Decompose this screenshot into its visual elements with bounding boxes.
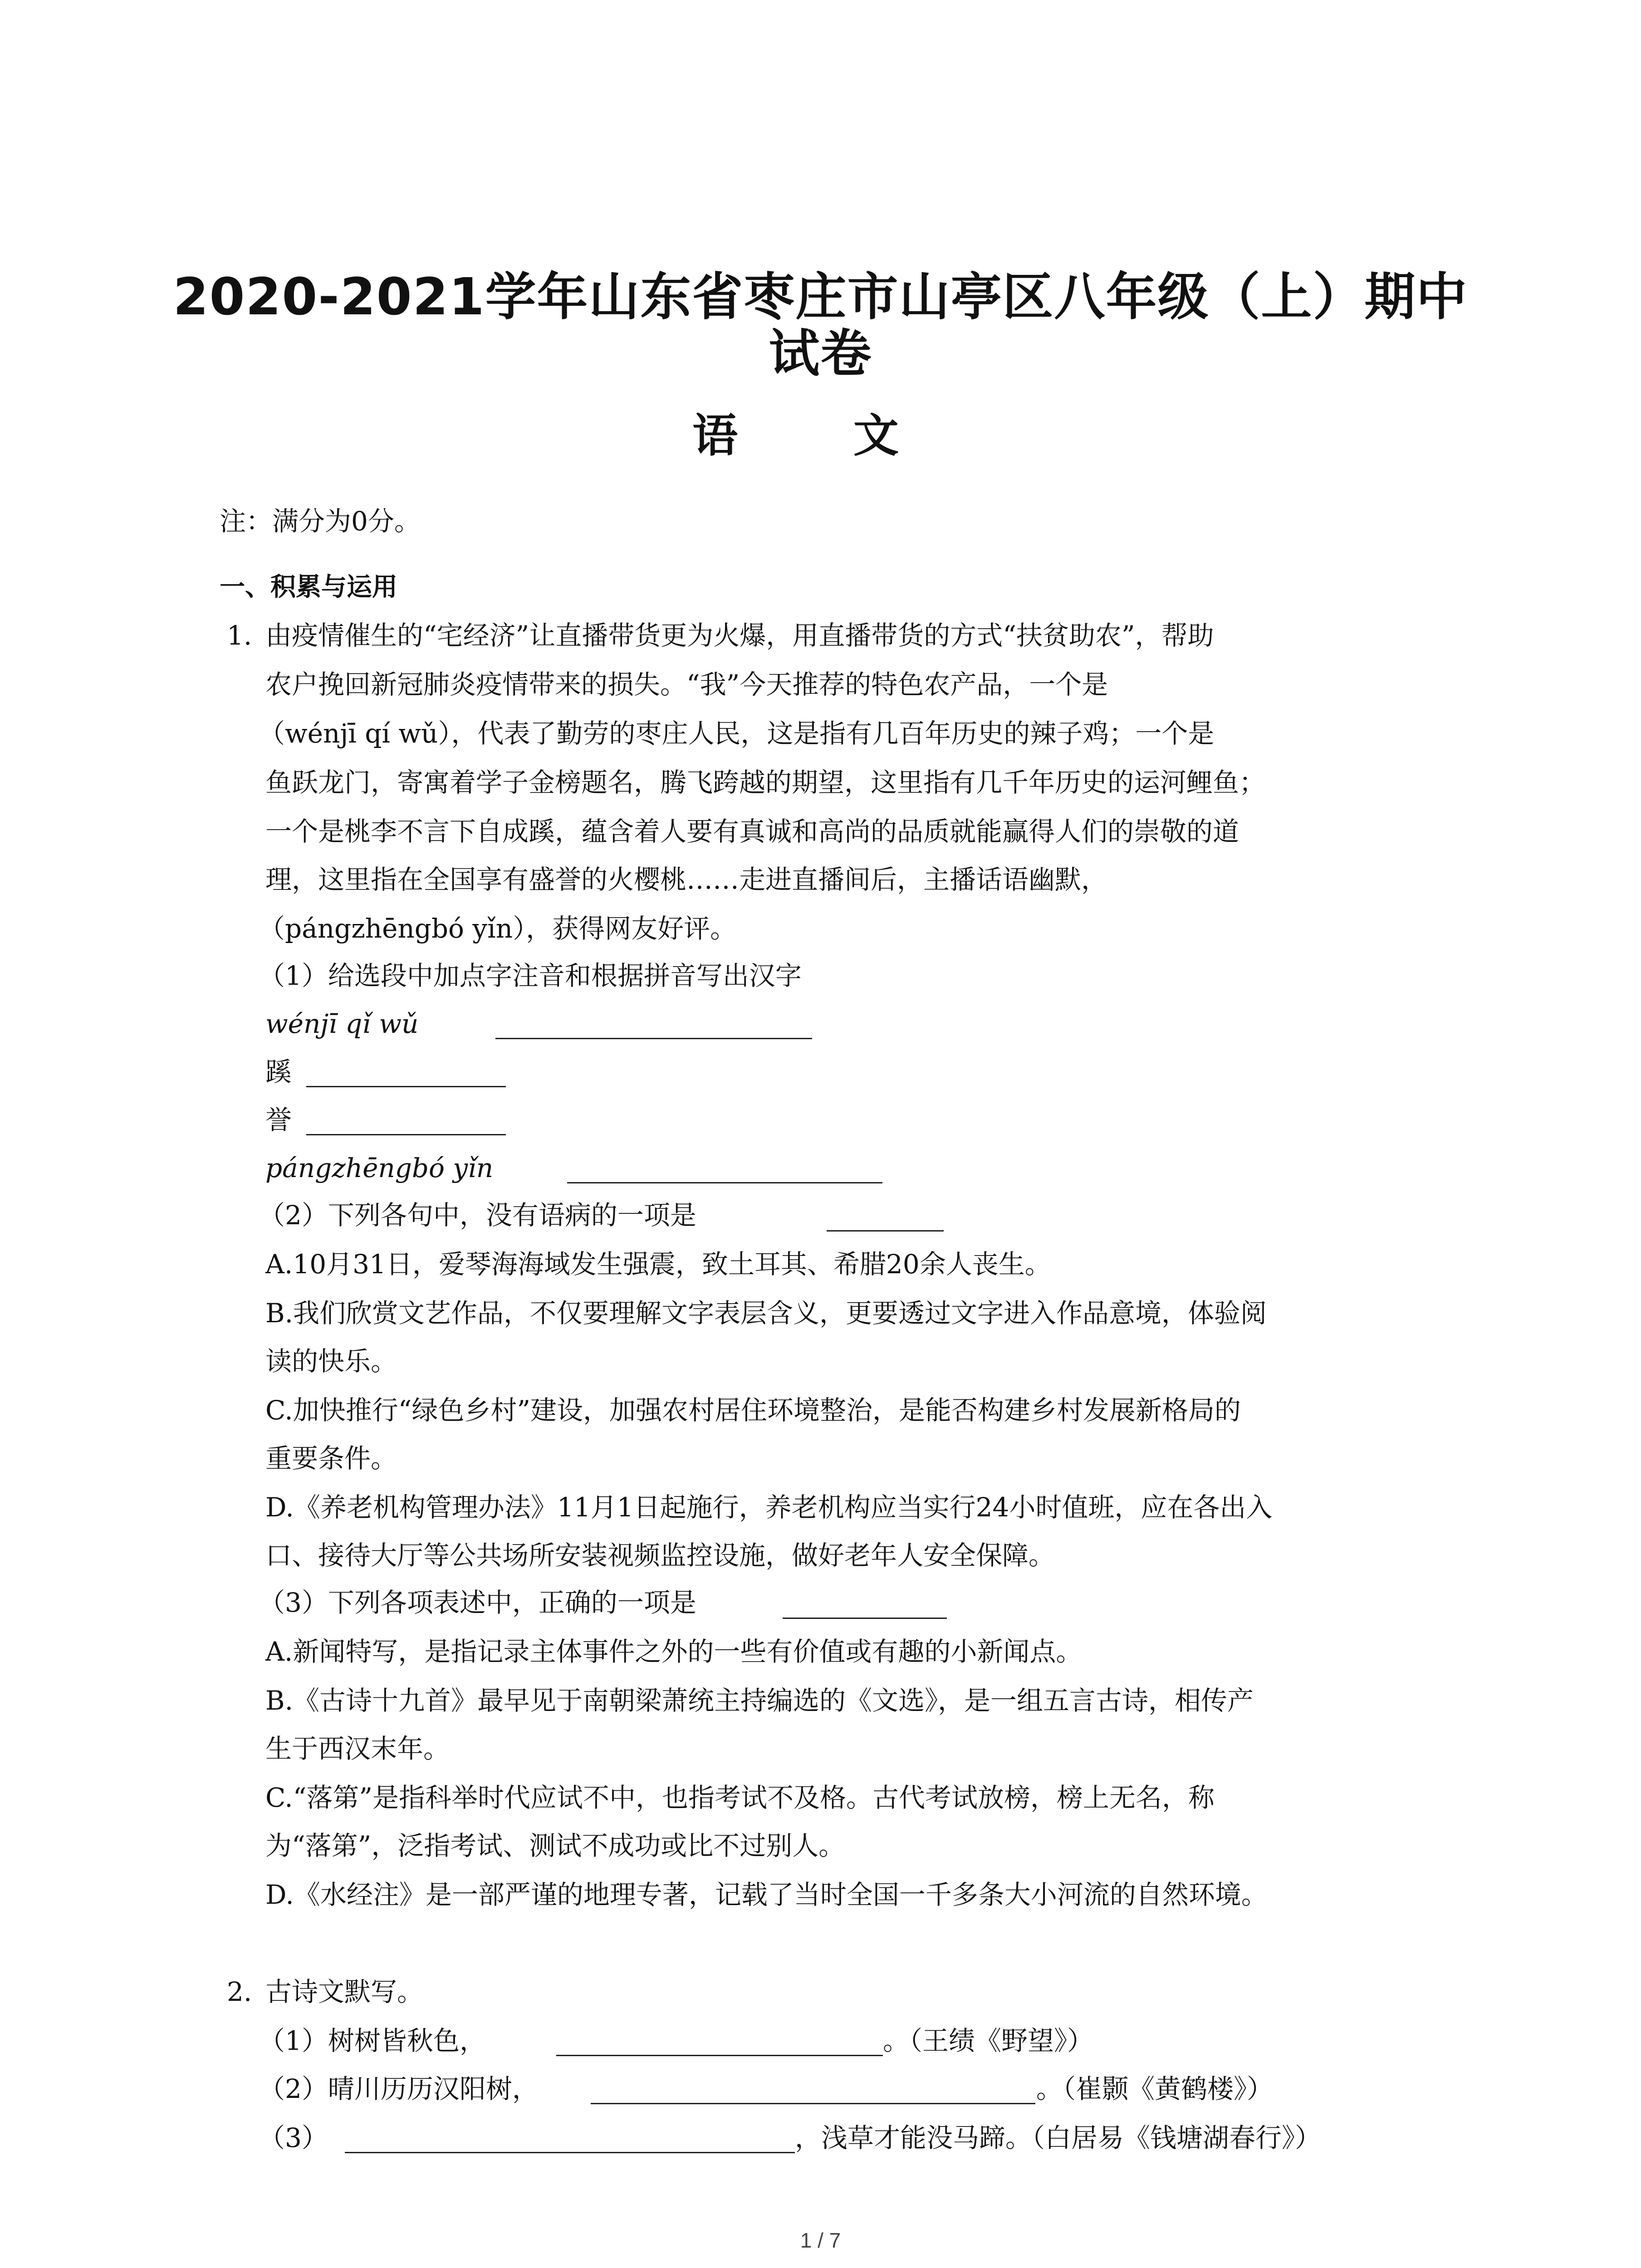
q1-line: （pángzhēngbó yǐn），获得网友好评。 xyxy=(259,913,737,944)
question-heading: 古诗文默写。 xyxy=(265,1976,424,2007)
answer-blank[interactable] xyxy=(306,1134,506,1135)
exam-title-line2: 试卷 xyxy=(769,324,872,383)
answer-blank[interactable] xyxy=(567,1182,882,1183)
q1-line: （wénjī qí wǔ），代表了勤劳的枣庄人民，这是指有几百年历史的辣子鸡；一个是 xyxy=(259,718,1215,749)
option-line: B.《古诗十九首》最早见于南朝梁萧统主持编选的《文选》，是一组五言古诗，相传产 xyxy=(265,1685,1254,1716)
poem-item-before: （3） xyxy=(259,2122,328,2153)
q1-line: 由疫情催生的“宅经济”让直播带货更为火爆，用直播带货的方式“扶贫助农”，帮助 xyxy=(265,620,1214,651)
option-line: 口、接待大厅等公共场所安装视频监控设施，做好老年人安全保障。 xyxy=(265,1540,1055,1571)
option-line: C.“落第”是指科举时代应试不中，也指考试不及格。古代考试放榜，榜上无名，称 xyxy=(265,1782,1215,1813)
page-number: 1 / 7 xyxy=(800,2229,841,2252)
score-note: 注：满分为0分。 xyxy=(220,506,421,537)
sub-question-prompt: （3）下列各项表述中，正确的一项是 xyxy=(259,1587,696,1618)
fill-item-label: 蹊 xyxy=(265,1056,292,1087)
fill-item-label: 誉 xyxy=(265,1105,292,1135)
poem-item-before: （2）晴川历历汉阳树， xyxy=(259,2073,539,2104)
fill-item-label: wénjī qǐ wǔ xyxy=(265,1008,419,1039)
option-line: C.加快推行“绿色乡村”建设，加强农村居住环境整治，是能否构建乡村发展新格局的 xyxy=(265,1395,1241,1426)
poem-item-after: ，浅草才能没马蹄。（白居易《钱塘湖春行》） xyxy=(795,2122,1322,2153)
sub-question-prompt: （1）给选段中加点字注音和根据拼音写出汉字 xyxy=(259,960,802,991)
poem-item-after: 。（崔颢《黄鹤楼》） xyxy=(1036,2073,1274,2104)
answer-blank[interactable] xyxy=(306,1086,506,1087)
answer-blank[interactable] xyxy=(783,1618,947,1619)
answer-blank[interactable] xyxy=(345,2152,795,2153)
answer-blank[interactable] xyxy=(827,1230,944,1232)
poem-item-after: 。（王绩《野望》） xyxy=(883,2025,1094,2056)
exam-title-line1: 2020-2021学年山东省枣庄市山亭区八年级（上）期中 xyxy=(173,268,1468,327)
option-line: D.《水经注》是一部严谨的地理专著，记载了当时全国一千多条大小河流的自然环境。 xyxy=(265,1879,1268,1910)
option-line: A.新闻特写，是指记录主体事件之外的一些有价值或有趣的小新闻点。 xyxy=(265,1636,1083,1667)
subject-heading: 语 文 xyxy=(692,409,949,462)
option-line: 读的快乐。 xyxy=(265,1346,397,1377)
q1-line: 一个是桃李不言下自成蹊，蕴含着人要有真诚和高尚的品质就能赢得人们的崇敬的道 xyxy=(265,816,1239,847)
q1-line: 鱼跃龙门，寄寓着学子金榜题名，腾飞跨越的期望，这里指有几千年历史的运河鲤鱼； xyxy=(265,767,1266,798)
answer-blank[interactable] xyxy=(556,2055,883,2056)
option-line: B.我们欣赏文艺作品，不仅要理解文字表层含义，更要透过文字进入作品意境，体验阅 xyxy=(265,1298,1267,1329)
sub-question-prompt: （2）下列各句中，没有语病的一项是 xyxy=(259,1200,696,1231)
option-line: 为“落第”，泛指考试、测试不成功或比不过别人。 xyxy=(265,1830,845,1861)
option-line: 生于西汉末年。 xyxy=(265,1733,450,1764)
answer-blank[interactable] xyxy=(591,2103,1035,2104)
question-number: 2. xyxy=(227,1976,252,2007)
option-line: A.10月31日，爱琴海海域发生强震，致土耳其、希腊20余人丧生。 xyxy=(265,1249,1051,1280)
q1-line: 农户挽回新冠肺炎疫情带来的损失。“我”今天推荐的特色农产品，一个是 xyxy=(265,669,1108,700)
poem-item-before: （1）树树皆秋色， xyxy=(259,2025,486,2056)
option-line: 重要条件。 xyxy=(265,1443,397,1474)
fill-item-label: pángzhēngbó yǐn xyxy=(265,1153,494,1183)
section-heading: 一、积累与运用 xyxy=(220,572,397,602)
q1-line: 理，这里指在全国享有盛誉的火樱桃……走进直播间后，主播话语幽默， xyxy=(265,864,1108,895)
option-line: D.《养老机构管理办法》11月1日起施行，养老机构应当实行24小时值班，应在各出入 xyxy=(265,1492,1273,1523)
question-number: 1. xyxy=(227,620,252,651)
answer-blank[interactable] xyxy=(495,1038,812,1039)
